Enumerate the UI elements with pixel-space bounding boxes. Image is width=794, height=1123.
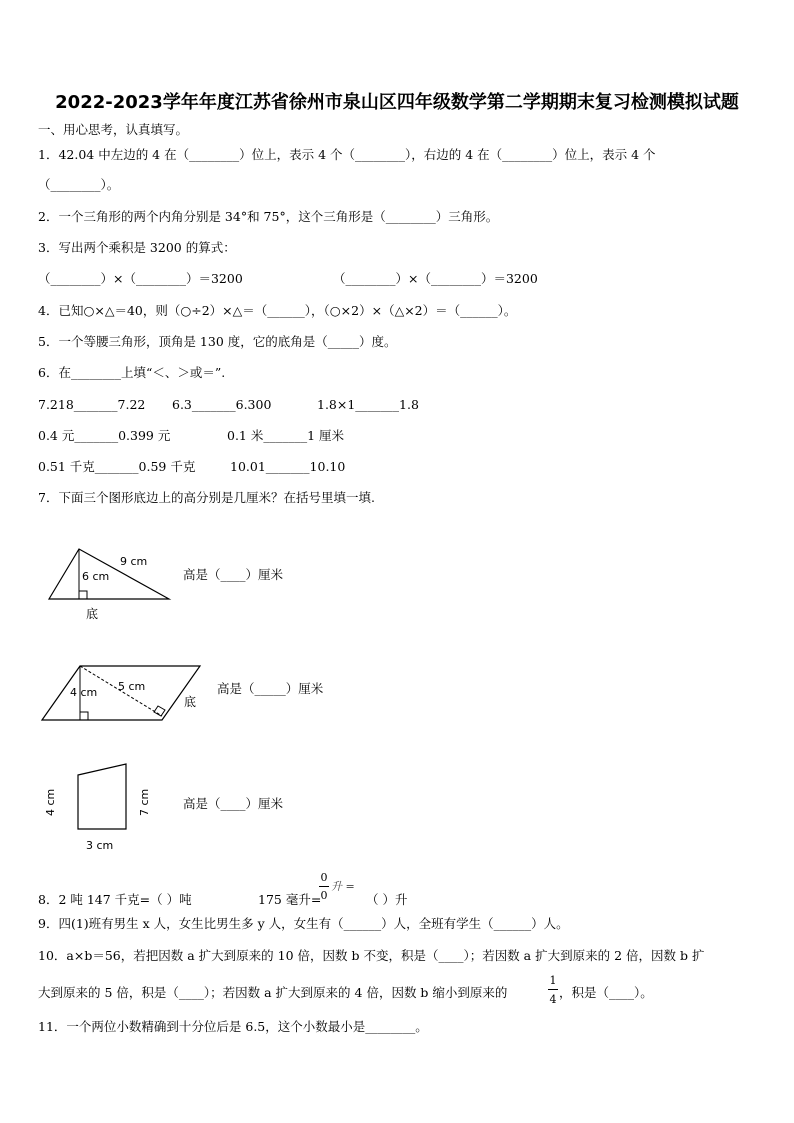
question-8-part-1: 8．2 吨 147 千克=（ ）吨 bbox=[38, 892, 192, 907]
question-6-item: 6.3_______6.300 bbox=[172, 397, 272, 412]
question-3-expression-a: （________）×（________）＝3200 bbox=[38, 271, 243, 286]
trapezoid-right-label: 7 cm bbox=[138, 788, 151, 816]
parallelogram-figure bbox=[36, 662, 212, 726]
question-6-item: 0.1 米_______1 厘米 bbox=[227, 428, 345, 443]
question-7-stem: 7．下面三个图形底边上的高分别是几厘米？在括号里填一填. bbox=[38, 490, 375, 505]
question-6-item: 10.01_______10.10 bbox=[230, 459, 346, 474]
question-8-part-2: 175 毫升= bbox=[258, 892, 322, 907]
question-1-line-1: 1．42.04 中左边的 4 在（________）位上，表示 4 个（________），右边的 4 在（________）位上，表示 4 个 bbox=[38, 147, 656, 162]
question-8-fraction-top: 0 bbox=[320, 871, 328, 884]
question-9: 9．四(1)班有男生 x 人，女生比男生多 y 人，女生有（______）人，全班有学生（______）人。 bbox=[38, 916, 569, 931]
question-1-line-2: （________）。 bbox=[38, 177, 120, 192]
question-10-line-2a: 大到原来的 5 倍，积是（____）；若因数 a 扩大到原来的 4 倍，因数 b 缩小到原来的 bbox=[38, 985, 508, 1000]
triangle-height-label: 6 cm bbox=[82, 570, 110, 583]
question-7-answer-2: 高是（_____）厘米 bbox=[217, 681, 324, 696]
triangle-side-label: 9 cm bbox=[120, 555, 148, 568]
question-8-part-3: （ ）升 bbox=[366, 892, 408, 907]
trapezoid-bottom-label: 3 cm bbox=[86, 839, 114, 852]
question-10-line-2b: ，积是（____）。 bbox=[559, 985, 653, 1000]
trapezoid-left-label: 4 cm bbox=[44, 788, 57, 816]
parallelogram-base-label: 底 bbox=[184, 695, 197, 709]
parallelogram-side-label: 5 cm bbox=[118, 680, 146, 693]
question-11: 11．一个两位小数精确到十分位后是 6.5，这个小数最小是________。 bbox=[38, 1019, 428, 1034]
question-10-fraction-top: 1 bbox=[549, 974, 557, 987]
question-2: 2．一个三角形的两个内角分别是 34°和 75°，这个三角形是（________）三角形。 bbox=[38, 209, 499, 224]
triangle-base-label: 底 bbox=[86, 607, 99, 621]
question-6-stem: 6．在________上填“＜、＞或＝”. bbox=[38, 365, 226, 380]
question-10-fraction-bar bbox=[548, 989, 558, 990]
question-7-answer-1: 高是（____）厘米 bbox=[183, 567, 284, 582]
question-6-item: 1.8×1_______1.8 bbox=[317, 397, 419, 412]
question-6-item: 0.4 元_______0.399 元 bbox=[38, 428, 171, 443]
question-3-expression-b: （________）×（________）＝3200 bbox=[333, 271, 538, 286]
question-7-answer-3: 高是（____）厘米 bbox=[183, 796, 284, 811]
question-8-fraction-bottom: 0 bbox=[320, 889, 328, 902]
section-heading: 一、用心思考，认真填写。 bbox=[38, 122, 189, 137]
question-8-fraction-tail: 升 = bbox=[331, 880, 355, 893]
question-3-stem: 3．写出两个乘积是 3200 的算式： bbox=[38, 240, 236, 255]
question-6-item: 7.218_______7.22 bbox=[38, 397, 146, 412]
page-title: 2022-2023学年年度江苏省徐州市泉山区四年级数学第二学期期末复习检测模拟试题 bbox=[55, 92, 739, 113]
question-8-fraction-bar bbox=[319, 886, 329, 887]
trapezoid-figure bbox=[38, 760, 158, 855]
triangle-figure bbox=[40, 540, 180, 625]
parallelogram-height-label: 4 cm bbox=[70, 686, 98, 699]
question-5: 5．一个等腰三角形，顶角是 130 度，它的底角是（_____）度。 bbox=[38, 334, 397, 349]
question-10-fraction-bottom: 4 bbox=[549, 993, 557, 1006]
question-10-line-1: 10．a×b＝56，若把因数 a 扩大到原来的 10 倍，因数 b 不变，积是（____）；若因数 a 扩大到原来的 2 倍，因数 b 扩 bbox=[38, 948, 705, 963]
question-6-item: 0.51 千克_______0.59 千克 bbox=[38, 459, 196, 474]
question-4: 4．已知○×△＝40，则（○÷2）×△＝（______），（○×2）×（△×2）＝（______）。 bbox=[38, 303, 517, 318]
